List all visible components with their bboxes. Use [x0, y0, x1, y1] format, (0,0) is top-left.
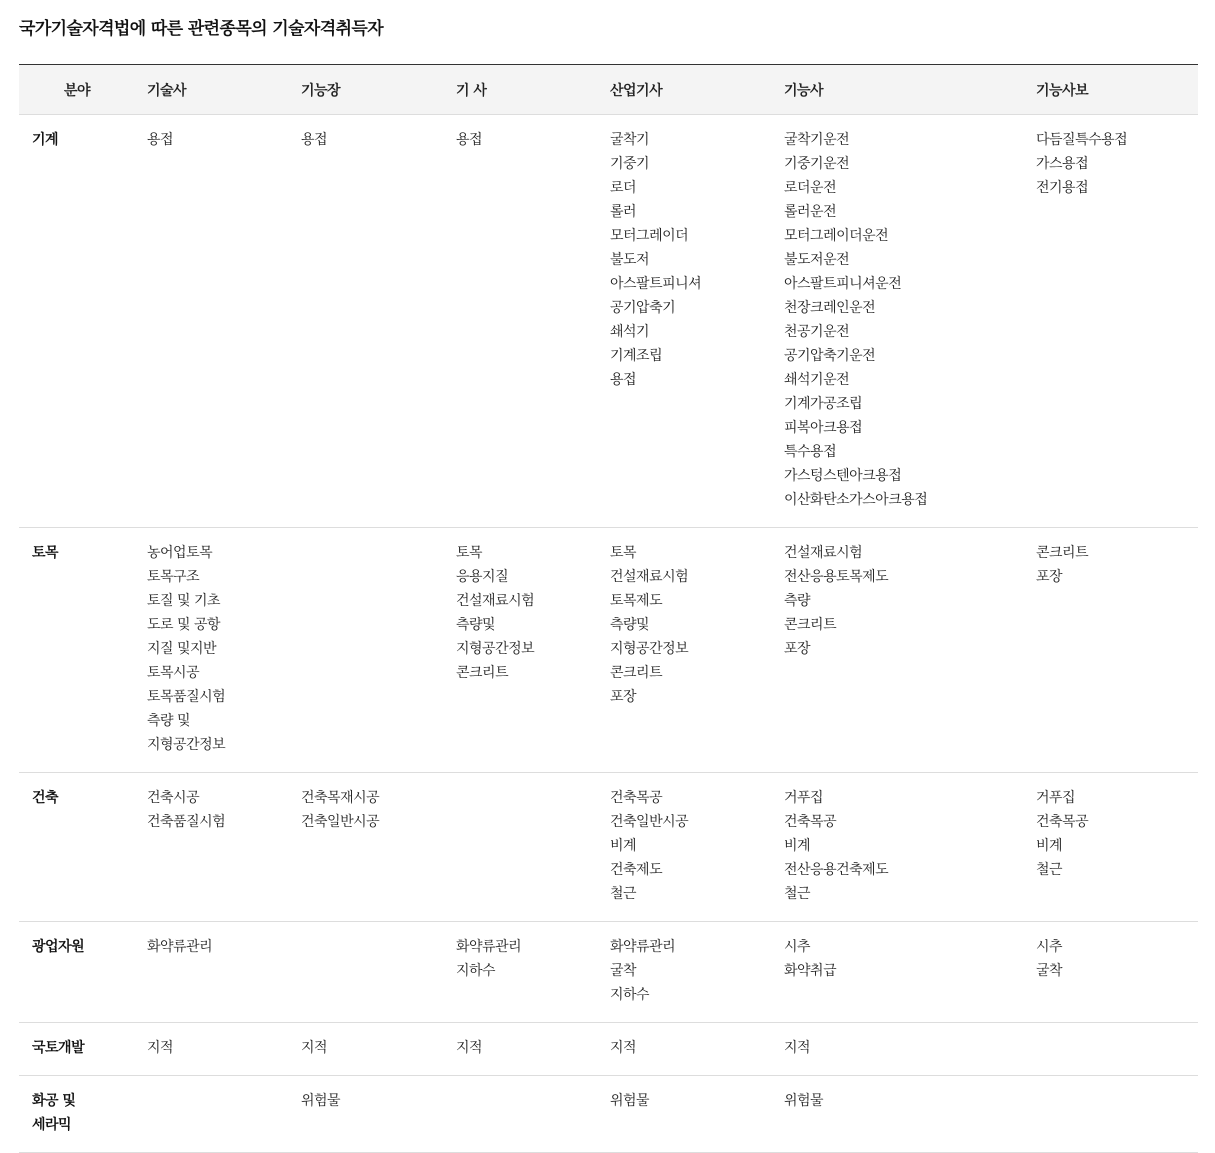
table-cell — [772, 528, 1024, 773]
qualification-item: 지하수 — [610, 987, 650, 1003]
qualification-item: 용접 — [610, 372, 637, 388]
table-cell — [1024, 773, 1198, 922]
table-cell — [444, 528, 598, 773]
qualification-item: 건축목공 — [784, 814, 837, 830]
qualification-item: 용접 — [456, 132, 483, 148]
page-title: 국가기술자격법에 따른 관련종목의 기술자격취득자 — [19, 19, 384, 39]
qualification-item: 불도저운전 — [784, 252, 850, 268]
qualification-item: 건축목공 — [610, 790, 663, 806]
qualification-item: 피복아크용접 — [784, 420, 863, 436]
qualification-item: 건설재료시험 — [784, 545, 863, 561]
qualification-item: 건축목공 — [1036, 814, 1089, 830]
qualification-item: 지적 — [301, 1040, 328, 1056]
qualification-item: 로더 — [610, 180, 637, 196]
table-cell — [289, 773, 444, 922]
qualification-item: 건축일반시공 — [301, 814, 380, 830]
table-cell — [135, 773, 289, 922]
field-label: 세라믹 — [32, 1117, 72, 1133]
qualification-item: 포장 — [1036, 569, 1063, 585]
table-cell — [598, 115, 772, 528]
qualification-item: 불도저 — [610, 252, 650, 268]
qualification-item: 측량 및 — [147, 713, 191, 729]
table-row — [19, 922, 1198, 1023]
table-cell — [598, 528, 772, 773]
field-cell — [19, 1076, 135, 1153]
qualification-item: 거푸집 — [1036, 790, 1076, 806]
qualification-item: 쇄석기운전 — [784, 372, 850, 388]
qualification-item: 토목 — [610, 545, 637, 561]
field-cell — [19, 115, 135, 528]
column-header: 기능사보 — [1024, 65, 1198, 115]
qualification-table — [19, 64, 1198, 1153]
field-cell — [19, 1023, 135, 1076]
qualification-item: 콘크리트 — [456, 665, 509, 681]
qualification-item: 비계 — [1036, 838, 1063, 854]
qualification-item: 지형공간정보 — [456, 641, 535, 657]
qualification-item: 기중기 — [610, 156, 650, 172]
column-header: 기능사 — [772, 65, 1024, 115]
qualification-item: 지적 — [784, 1040, 811, 1056]
qualification-item: 비계 — [784, 838, 811, 854]
qualification-item: 토목제도 — [610, 593, 663, 609]
qualification-item: 지형공간정보 — [147, 737, 226, 753]
table-cell — [289, 1076, 444, 1153]
table-row — [19, 1023, 1198, 1076]
table-cell — [135, 528, 289, 773]
table-cell — [135, 922, 289, 1023]
qualification-item: 이산화탄소가스아크용접 — [784, 492, 928, 508]
qualification-item: 천공기운전 — [784, 324, 850, 340]
qualification-item: 지적 — [456, 1040, 483, 1056]
qualification-item: 가스용접 — [1036, 156, 1089, 172]
qualification-item: 아스팔트피니셔운전 — [784, 276, 902, 292]
qualification-item: 비계 — [610, 838, 637, 854]
field-cell — [19, 773, 135, 922]
qualification-item: 토목품질시험 — [147, 689, 226, 705]
qualification-item: 지적 — [147, 1040, 174, 1056]
field-label: 토목 — [32, 545, 59, 561]
qualification-item: 건축일반시공 — [610, 814, 689, 830]
table-row — [19, 773, 1198, 922]
table-cell — [772, 773, 1024, 922]
qualification-item: 건설재료시험 — [456, 593, 535, 609]
field-label: 화공 및 — [32, 1093, 76, 1109]
qualification-item: 건축목재시공 — [301, 790, 380, 806]
table-cell — [444, 922, 598, 1023]
qualification-item: 기계가공조립 — [784, 396, 863, 412]
table-cell — [289, 922, 444, 1023]
table-cell — [444, 115, 598, 528]
qualification-item: 철근 — [1036, 862, 1063, 878]
table-cell — [1024, 115, 1198, 528]
qualification-item: 쇄석기 — [610, 324, 650, 340]
qualification-item: 전산응용건축제도 — [784, 862, 889, 878]
table-cell — [444, 1076, 598, 1153]
qualification-item: 농어업토목 — [147, 545, 213, 561]
qualification-item: 도로 및 공항 — [147, 617, 221, 633]
qualification-item: 기계조립 — [610, 348, 663, 364]
qualification-item: 콘크리트 — [610, 665, 663, 681]
qualification-item: 화약류관리 — [147, 939, 213, 955]
qualification-item: 포장 — [610, 689, 637, 705]
qualification-item: 토목구조 — [147, 569, 200, 585]
qualification-item: 모터그레이더 — [610, 228, 689, 244]
qualification-item: 롤러운전 — [784, 204, 837, 220]
qualification-item: 화약류관리 — [456, 939, 522, 955]
qualification-item: 포장 — [784, 641, 811, 657]
column-header: 기 사 — [444, 65, 598, 115]
qualification-item: 위험물 — [301, 1093, 341, 1109]
table-cell — [772, 1023, 1024, 1076]
qualification-item: 화약류관리 — [610, 939, 676, 955]
qualification-item: 다듬질특수용접 — [1036, 132, 1128, 148]
table-body — [19, 115, 1198, 1153]
qualification-item: 지적 — [610, 1040, 637, 1056]
table-cell — [598, 1023, 772, 1076]
qualification-item: 측량및 — [456, 617, 496, 633]
table-row — [19, 115, 1198, 528]
qualification-item: 굴착기운전 — [784, 132, 850, 148]
qualification-item: 용접 — [147, 132, 174, 148]
column-header: 기술사 — [135, 65, 289, 115]
table-cell — [598, 922, 772, 1023]
qualification-item: 굴착기 — [610, 132, 650, 148]
qualification-item: 콘크리트 — [1036, 545, 1089, 561]
table-cell — [1024, 1023, 1198, 1076]
qualification-item: 전산응용토목제도 — [784, 569, 889, 585]
qualification-item: 위험물 — [610, 1093, 650, 1109]
qualification-item: 건축시공 — [147, 790, 200, 806]
table-cell — [1024, 528, 1198, 773]
qualification-item: 전기용접 — [1036, 180, 1089, 196]
qualification-item: 특수용접 — [784, 444, 837, 460]
qualification-item: 위험물 — [784, 1093, 824, 1109]
field-label: 광업자원 — [32, 939, 85, 955]
table-cell — [772, 1076, 1024, 1153]
column-header: 기능장 — [289, 65, 444, 115]
table-cell — [772, 115, 1024, 528]
header-row — [19, 65, 1198, 115]
qualification-item: 지질 및지반 — [147, 641, 217, 657]
field-label: 기계 — [32, 132, 59, 148]
table-row — [19, 528, 1198, 773]
qualification-item: 철근 — [610, 886, 637, 902]
column-header: 분야 — [19, 65, 135, 115]
qualification-item: 토목 — [456, 545, 483, 561]
table-cell — [289, 528, 444, 773]
qualification-item: 공기압축기운전 — [784, 348, 876, 364]
qualification-item: 건축품질시험 — [147, 814, 226, 830]
qualification-item: 토목시공 — [147, 665, 200, 681]
qualification-item: 시추 — [784, 939, 811, 955]
table-cell — [1024, 922, 1198, 1023]
table-cell — [772, 922, 1024, 1023]
qualification-item: 건축제도 — [610, 862, 663, 878]
qualification-item: 아스팔트피니셔 — [610, 276, 702, 292]
qualification-item: 건설재료시험 — [610, 569, 689, 585]
field-cell — [19, 528, 135, 773]
qualification-item: 가스텅스텐아크용접 — [784, 468, 902, 484]
qualification-item: 지형공간정보 — [610, 641, 689, 657]
table-cell — [1024, 1076, 1198, 1153]
qualification-item: 철근 — [784, 886, 811, 902]
qualification-item: 측량및 — [610, 617, 650, 633]
field-label: 국토개발 — [32, 1040, 85, 1056]
qualification-item: 굴착 — [610, 963, 637, 979]
table-cell — [598, 773, 772, 922]
table-cell — [598, 1076, 772, 1153]
field-cell — [19, 922, 135, 1023]
table-cell — [444, 773, 598, 922]
table-cell — [289, 1023, 444, 1076]
qualification-item: 모터그레이더운전 — [784, 228, 889, 244]
qualification-item: 측량 — [784, 593, 811, 609]
qualification-item: 롤러 — [610, 204, 637, 220]
qualification-item: 토질 및 기초 — [147, 593, 221, 609]
qualification-item: 지하수 — [456, 963, 496, 979]
table-cell — [444, 1023, 598, 1076]
qualification-item: 굴착 — [1036, 963, 1063, 979]
table-cell — [135, 1076, 289, 1153]
qualification-item: 시추 — [1036, 939, 1063, 955]
table-cell — [135, 115, 289, 528]
table-header — [19, 65, 1198, 115]
qualification-item: 기중기운전 — [784, 156, 850, 172]
qualification-item: 거푸집 — [784, 790, 824, 806]
table-cell — [135, 1023, 289, 1076]
qualification-item: 응용지질 — [456, 569, 509, 585]
qualification-item: 화약취급 — [784, 963, 837, 979]
qualification-item: 공기압축기 — [610, 300, 676, 316]
qualification-item: 로더운전 — [784, 180, 837, 196]
column-header: 산업기사 — [598, 65, 772, 115]
field-label: 건축 — [32, 790, 59, 806]
qualification-item: 콘크리트 — [784, 617, 837, 633]
table-row — [19, 1076, 1198, 1153]
table-cell — [289, 115, 444, 528]
qualification-item: 천장크레인운전 — [784, 300, 876, 316]
qualification-item: 용접 — [301, 132, 328, 148]
